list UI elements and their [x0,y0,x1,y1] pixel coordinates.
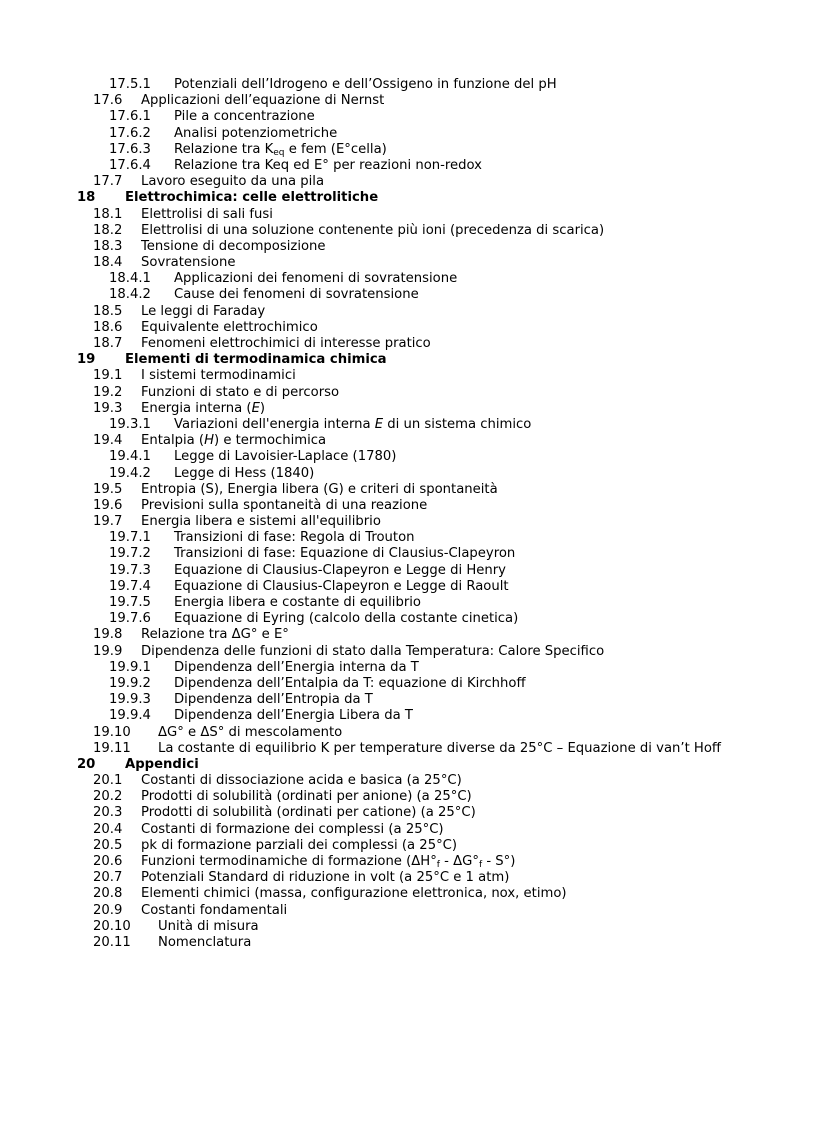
toc-entry-number: 19.7.5 [109,595,151,610]
toc-entry-title [174,417,531,433]
toc-title-text: - S°) [482,854,516,869]
toc-title-text: Dipendenza dell’Energia interna da T [174,659,419,675]
toc-title-subscript: f [436,860,440,870]
toc-title-text: Potenziali dell’Idrogeno e dell’Ossigeno in funzione del pH [174,77,557,92]
toc-entry[interactable] [0,708,828,724]
toc-entry-number: 19.6 [93,497,123,513]
toc-entry-title [141,336,431,352]
toc-entry-number: 19.7.6 [109,611,151,627]
toc-entry[interactable] [0,174,828,190]
toc-entry[interactable] [0,255,828,271]
toc-entry[interactable] [0,660,828,676]
toc-entry-title [174,77,557,93]
toc-entry-number: 19.9.3 [109,692,151,708]
toc-entry-number: 17.6.4 [109,157,151,173]
toc-entry-title [174,142,387,158]
toc-entry-title [174,692,373,708]
toc-entry-number: 18.7 [93,336,123,351]
toc-title-text: Costanti di formazione dei complessi (a 25°C) [141,821,444,837]
toc-entry[interactable] [0,498,828,514]
toc-entry-number: 20.5 [93,837,123,853]
toc-entry-title [141,433,326,449]
toc-title-text: Legge di Lavoisier-Laplace (1780) [174,449,397,465]
toc-title-text: Funzioni termodinamiche di formazione (ΔH° [141,854,437,869]
toc-title-text: Prodotti di solubilità (ordinati per catione) (a 25°C) [141,805,476,821]
toc-entry-title [141,870,509,886]
toc-entry-title [141,401,265,417]
table-of-contents [0,77,828,951]
toc-title-text: Sovratensione [141,255,236,271]
toc-entry-number: 20.7 [93,870,123,886]
toc-title-text: Elementi di termodinamica chimica [125,352,387,368]
toc-entry-title [174,579,509,595]
toc-entry-title [174,449,396,465]
toc-title-text: Funzioni di stato e di percorso [141,384,340,400]
toc-entry-number: 19.4.1 [109,449,151,465]
toc-entry-number: 17.5.1 [109,77,151,92]
toc-entry[interactable] [0,870,828,886]
toc-entry[interactable] [0,239,828,255]
toc-entry-title [141,886,567,902]
toc-entry-number: 20.9 [93,902,123,918]
toc-title-text: Entalpia ( [141,433,205,449]
toc-entry-title [174,271,457,287]
toc-title-text: Energia libera e sistemi all'equilibrio [141,514,381,530]
toc-entry[interactable] [0,903,828,919]
toc-entry-title [125,352,387,368]
toc-entry-number: 18.1 [93,206,123,222]
toc-entry[interactable] [0,126,828,142]
toc-entry-number: 17.6.3 [109,141,151,157]
toc-title-text: Dipendenza delle funzioni di stato dalla Temperatura: Calore Specifico [141,643,605,659]
toc-entry[interactable] [0,676,828,692]
toc-entry-title [141,805,476,821]
toc-entry-title [141,223,604,239]
toc-entry[interactable] [0,822,828,838]
toc-chapter[interactable] [0,352,828,368]
toc-entry[interactable] [0,304,828,320]
toc-entry[interactable] [0,417,828,433]
toc-entry[interactable] [0,223,828,239]
toc-entry-number: 19.7.4 [109,578,151,594]
toc-entry-number: 19.9.2 [109,675,151,691]
toc-title-text: Analisi potenziometriche [174,125,338,141]
toc-entry-number: 19.11 [93,740,131,756]
toc-entry-number: 19.2 [93,384,123,400]
toc-entry[interactable] [0,546,828,562]
toc-entry-number: 17.6.1 [109,109,151,125]
toc-title-subscript: eq [273,147,285,158]
toc-entry-title [141,482,498,498]
toc-entry[interactable] [0,805,828,821]
toc-entry-title [174,563,506,579]
toc-entry[interactable] [0,514,828,530]
toc-entry-title [141,789,472,805]
toc-entry[interactable] [0,838,828,854]
toc-entry[interactable] [0,77,828,93]
toc-entry-number: 18.3 [93,238,123,254]
toc-title-text: Equivalente elettrochimico [141,319,318,335]
toc-entry-number: 19.7.2 [109,546,151,562]
toc-entry-number: 19.9.4 [109,708,151,724]
toc-entry-title [141,93,384,109]
toc-entry-number: 18.5 [93,303,123,319]
toc-entry-number: 19.9.1 [109,659,151,675]
toc-entry-number: 20 [77,756,96,772]
toc-entry[interactable] [0,482,828,498]
toc-title-text: Transizioni di fase: Regola di Trouton [174,530,415,546]
toc-entry-number: 18.6 [93,319,123,335]
toc-title-text: Variazioni dell'energia interna [174,416,375,432]
toc-entry[interactable] [0,93,828,109]
toc-entry-number: 17.7 [93,174,123,190]
toc-entry-number: 19.5 [93,481,123,497]
toc-entry-number: 20.1 [93,773,123,789]
toc-entry-number: 20.3 [93,805,123,821]
toc-entry-title [141,320,318,336]
toc-title-text: Elettrolisi di una soluzione contenente più ioni (precedenza di scarica) [141,222,605,238]
toc-title-text: Transizioni di fase: Equazione di Clausius-Clapeyron [174,546,516,562]
toc-title-text: I sistemi termodinamici [141,368,296,384]
toc-entry-title [174,158,482,174]
toc-entry[interactable] [0,142,828,158]
toc-entry-number: 19.3.1 [109,416,151,432]
toc-entry-title [141,514,381,530]
toc-entry[interactable] [0,741,828,757]
toc-entry-number: 19.7.3 [109,562,151,578]
toc-title-text: Tensione di decomposizione [141,238,326,254]
toc-title-text: Dipendenza dell’Energia Libera da T [174,708,413,724]
toc-title-text: Prodotti di solubilità (ordinati per anione) (a 25°C) [141,789,472,805]
toc-entry-number: 20.2 [93,789,123,805]
toc-title-text: Fenomeni elettrochimici di interesse pratico [141,336,431,351]
toc-entry[interactable] [0,433,828,449]
toc-entry-title [141,822,444,838]
toc-chapter[interactable] [0,190,828,206]
toc-title-text: Relazione tra K [174,141,274,157]
toc-title-text: Pile a concentrazione [174,109,315,125]
toc-title-text: pk di formazione parziali dei complessi (a 25°C) [141,837,458,853]
toc-entry[interactable] [0,773,828,789]
toc-title-text: Relazione tra ΔG° e E° [141,627,289,643]
toc-entry-title [141,903,287,919]
toc-entry-number: 20.11 [93,934,131,950]
toc-title-text: Le leggi di Faraday [141,303,266,319]
toc-title-italic: H [204,433,214,449]
toc-entry[interactable] [0,563,828,579]
toc-entry-number: 18.4 [93,255,123,271]
toc-title-text: Equazione di Eyring (calcolo della costante cinetica) [174,611,519,627]
toc-title-text: Potenziali Standard di riduzione in volt (a 25°C e 1 atm) [141,870,510,886]
toc-entry-title [174,708,413,724]
toc-title-text: Appendici [125,756,199,772]
toc-entry[interactable] [0,449,828,465]
toc-entry[interactable] [0,627,828,643]
toc-title-text: Elettrochimica: celle elettrolitiche [125,190,379,206]
toc-entry-number: 19.4.2 [109,465,151,481]
toc-entry[interactable] [0,919,828,935]
toc-title-text: Unità di misura [158,918,259,934]
toc-entry[interactable] [0,109,828,125]
toc-title-text: Elettrolisi di sali fusi [141,206,273,222]
toc-entry-number: 18 [77,190,96,206]
toc-entry-title [141,174,324,190]
toc-title-text: Equazione di Clausius-Clapeyron e Legge di Raoult [174,578,509,594]
toc-entry[interactable] [0,336,828,352]
toc-entry-number: 19.8 [93,627,123,643]
toc-title-text: Dipendenza dell’Entalpia da T: equazione di Kirchhoff [174,675,526,691]
toc-entry[interactable] [0,595,828,611]
toc-entry-number: 20.8 [93,886,123,902]
toc-title-text: e fem (E°cella) [284,141,387,157]
toc-entry-number: 18.4.1 [109,271,151,287]
toc-entry[interactable] [0,725,828,741]
toc-title-text: di un sistema chimico [383,416,532,432]
toc-entry-number: 18.4.2 [109,287,151,303]
toc-entry-title [158,741,721,757]
toc-entry[interactable] [0,368,828,384]
toc-entry-number: 19 [77,352,96,368]
toc-entry-number: 19.4 [93,433,123,449]
toc-entry-title [174,676,526,692]
toc-entry-title [141,854,515,870]
toc-entry-number: 19.7.1 [109,530,151,546]
toc-entry-title [141,368,296,384]
toc-title-text: - ΔG° [439,854,479,869]
toc-entry[interactable] [0,320,828,336]
toc-title-text: ΔG° e ΔS° di mescolamento [158,724,343,740]
toc-entry[interactable] [0,271,828,287]
toc-entry-number: 19.1 [93,368,123,384]
toc-entry-title [174,530,415,546]
toc-title-text: Costanti fondamentali [141,902,288,918]
toc-entry[interactable] [0,886,828,902]
toc-entry[interactable] [0,207,828,223]
toc-entry[interactable] [0,935,828,951]
toc-entry[interactable] [0,692,828,708]
toc-entry-title [174,660,419,676]
toc-entry[interactable] [0,287,828,303]
toc-entry-title [125,190,378,206]
toc-title-text: ) e termochimica [213,433,327,449]
toc-entry-title [141,239,326,255]
toc-title-text: Previsioni sulla spontaneità di una reazione [141,497,428,513]
toc-entry-title [141,207,273,223]
toc-title-text: Applicazioni dei fenomeni di sovratensione [174,271,458,287]
toc-entry-number: 20.4 [93,821,123,837]
toc-entry-title [174,466,314,482]
toc-entry-number: 18.2 [93,222,123,238]
toc-entry[interactable] [0,644,828,660]
toc-title-text: Applicazioni dell’equazione di Nernst [141,93,385,109]
toc-title-italic: E [374,416,384,432]
toc-entry-title [141,838,457,854]
toc-title-text: Dipendenza dell’Entropia da T [174,692,373,708]
toc-entry-title [125,757,199,773]
toc-title-text: Equazione di Clausius-Clapeyron e Legge di Henry [174,562,506,578]
toc-entry-number: 19.7 [93,514,123,530]
toc-entry-title [141,255,235,271]
toc-title-text: ) [259,400,266,416]
toc-title-text: Entropia (S), Energia libera (G) e criteri di spontaneità [141,481,498,497]
toc-entry[interactable] [0,530,828,546]
toc-entry-title [174,546,515,562]
toc-entry-title [141,498,427,514]
toc-entry-title [158,919,259,935]
toc-entry-number: 19.9 [93,643,123,659]
toc-entry[interactable] [0,611,828,627]
toc-title-text: Lavoro eseguito da una pila [141,174,325,190]
toc-entry-title [158,935,251,951]
toc-chapter[interactable] [0,757,828,773]
toc-title-text: Costanti di dissociazione acida e basica (a 25°C) [141,773,462,789]
toc-entry-number: 20.10 [93,918,131,934]
toc-entry-number: 19.3 [93,400,123,416]
toc-entry[interactable] [0,466,828,482]
toc-title-text: Cause dei fenomeni di sovratensione [174,287,419,303]
toc-title-text: Legge di Hess (1840) [174,465,315,481]
toc-entry-title [141,385,339,401]
toc-title-text: Energia libera e costante di equilibrio [174,595,421,610]
toc-entry-title [174,287,419,303]
toc-entry-title [174,595,421,611]
toc-entry[interactable] [0,401,828,417]
toc-entry[interactable] [0,579,828,595]
toc-entry[interactable] [0,158,828,174]
toc-title-text: Elementi chimici (massa, configurazione elettronica, nox, etimo) [141,886,567,902]
toc-entry-number: 19.10 [93,724,131,740]
toc-entry-number: 20.6 [93,854,123,869]
toc-entry[interactable] [0,854,828,870]
toc-entry-number: 17.6 [93,93,123,109]
toc-entry-title [141,304,265,320]
toc-entry-title [158,725,342,741]
toc-entry[interactable] [0,385,828,401]
toc-entry-title [174,611,518,627]
toc-title-text: Nomenclatura [158,934,252,950]
toc-entry[interactable] [0,789,828,805]
toc-title-subscript: f [478,860,483,870]
toc-title-text: Relazione tra Keq ed E° per reazioni non-redox [174,157,482,173]
toc-entry-title [174,109,315,125]
toc-title-italic: E [251,400,260,416]
toc-entry-title [141,644,604,660]
toc-title-text: Energia interna ( [141,400,252,416]
toc-entry-title [174,126,337,142]
toc-entry-title [141,773,462,789]
toc-entry-number: 17.6.2 [109,125,151,141]
toc-title-text: La costante di equilibrio K per temperature diverse da 25°C – Equazione di van’t Hoff [158,740,722,756]
toc-entry-title [141,627,289,643]
